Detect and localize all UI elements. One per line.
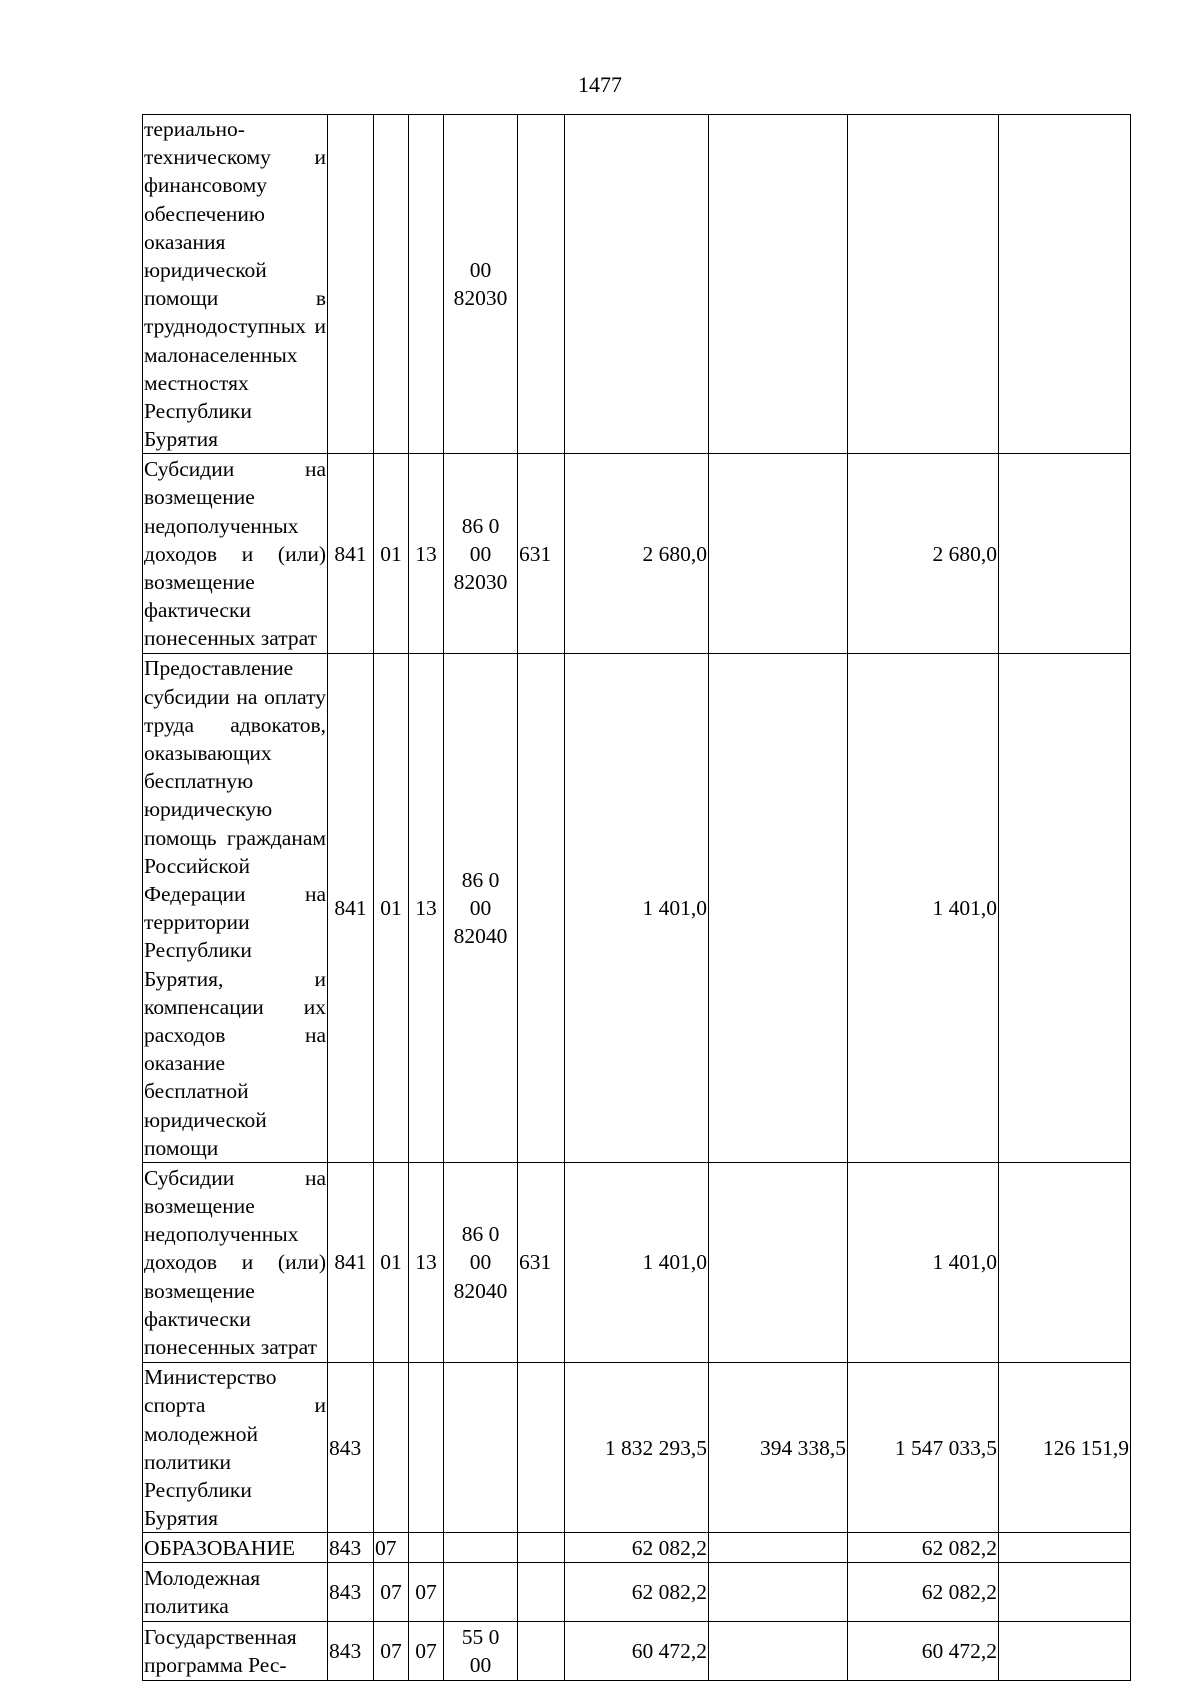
section-code: 07 — [374, 1533, 409, 1563]
amount-col-a — [709, 1563, 848, 1622]
total-amount: 60 472,2 — [565, 1622, 709, 1681]
amount-col-c — [999, 1622, 1131, 1681]
amount-col-b: 62 082,2 — [848, 1563, 999, 1622]
target-code — [444, 1622, 518, 1681]
table-row — [143, 115, 1131, 454]
amount-col-b: 1 401,0 — [848, 654, 999, 1163]
row-name: Субсидии на возмещение недополученных доходов и (или) возмещение фактически понесенных затрат — [143, 454, 328, 654]
section-code: 07 — [374, 1622, 409, 1681]
total-amount: 1 401,0 — [565, 1163, 709, 1363]
amount-col-b: 1 401,0 — [848, 1163, 999, 1363]
expense-type-code: 631 — [518, 454, 565, 654]
target-code — [444, 654, 518, 1163]
section-code — [374, 1363, 409, 1533]
total-amount: 62 082,2 — [565, 1533, 709, 1563]
target-code — [444, 1563, 518, 1622]
expense-type-code — [518, 1622, 565, 1681]
amount-col-a — [709, 654, 848, 1163]
amount-col-b: 2 680,0 — [848, 454, 999, 654]
expense-type-code — [518, 1363, 565, 1533]
target-code-line: 86 0 — [461, 513, 500, 538]
table-row — [143, 1363, 1131, 1533]
amount-col-c — [999, 1563, 1131, 1622]
amount-col-a: 394 338,5 — [709, 1363, 848, 1533]
target-code — [444, 1533, 518, 1563]
section-code: 01 — [374, 454, 409, 654]
subsection-code — [409, 1533, 444, 1563]
target-code — [444, 115, 518, 454]
amount-col-a — [709, 1163, 848, 1363]
expense-type-code — [518, 1563, 565, 1622]
amount-col-b: 1 547 033,5 — [848, 1363, 999, 1533]
amount-col-b: 60 472,2 — [848, 1622, 999, 1681]
target-code-line: 00 — [469, 1250, 492, 1275]
row-name: Молодежная политика — [143, 1563, 328, 1622]
table-row — [143, 654, 1131, 1163]
subsection-code — [409, 115, 444, 454]
page-number: 1477 — [578, 72, 622, 97]
ministry-code: 841 — [328, 454, 374, 654]
ministry-code: 841 — [328, 1163, 374, 1363]
amount-col-b — [848, 115, 999, 454]
amount-col-c — [999, 1163, 1131, 1363]
table-row — [143, 1622, 1131, 1681]
total-amount: 1 832 293,5 — [565, 1363, 709, 1533]
expense-type-code — [518, 654, 565, 1163]
expense-type-code: 631 — [518, 1163, 565, 1363]
target-code-line: 82030 — [453, 570, 508, 595]
subsection-code: 13 — [409, 1163, 444, 1363]
target-code-line: 82040 — [453, 924, 508, 949]
target-code-line: 00 — [469, 896, 492, 921]
table-row — [143, 1163, 1131, 1363]
row-name: Субсидии на возмещение недополученных доходов и (или) возмещение фактически понесенных затрат — [143, 1163, 328, 1363]
amount-col-c — [999, 654, 1131, 1163]
ministry-code: 843 — [328, 1363, 374, 1533]
target-code — [444, 1163, 518, 1363]
ministry-code: 843 — [328, 1533, 374, 1563]
table-row — [143, 454, 1131, 654]
row-name: Министерство спорта и молодежной политики Республики Бурятия — [143, 1363, 328, 1533]
table-row — [143, 1533, 1131, 1563]
total-amount: 62 082,2 — [565, 1563, 709, 1622]
total-amount: 1 401,0 — [565, 654, 709, 1163]
ministry-code: 841 — [328, 654, 374, 1163]
subsection-code: 13 — [409, 454, 444, 654]
table-row — [143, 1563, 1131, 1622]
row-name: Предоставление субсидии на оплату труда адвокатов, оказывающих бесплатную юридическую помощь гражданам Российской Федерации на территории Республики Бурятия, и компенсации их расходов на оказание бесплатной юридической помощи — [143, 654, 328, 1163]
target-code-line: 55 0 — [461, 1625, 500, 1650]
amount-col-c — [999, 454, 1131, 654]
amount-col-a — [709, 1533, 848, 1563]
target-code-line: 00 — [469, 541, 492, 566]
expense-type-code — [518, 1533, 565, 1563]
row-name: ОБРАЗОВАНИЕ — [143, 1533, 328, 1563]
target-code-line: 00 — [469, 1653, 492, 1678]
total-amount — [565, 115, 709, 454]
amount-col-c: 126 151,9 — [999, 1363, 1131, 1533]
subsection-code: 07 — [409, 1563, 444, 1622]
amount-col-a — [709, 454, 848, 654]
amount-col-c — [999, 1533, 1131, 1563]
target-code-line: 86 0 — [461, 1222, 500, 1247]
row-name: териально-техническому и финансовому обеспечению оказания юридической помощи в труднодоступных и малонаселенных местностях Республики Бурятия — [143, 115, 328, 454]
amount-col-a — [709, 1622, 848, 1681]
ministry-code: 843 — [328, 1563, 374, 1622]
total-amount: 2 680,0 — [565, 454, 709, 654]
section-code: 01 — [374, 654, 409, 1163]
amount-col-c — [999, 115, 1131, 454]
amount-col-a — [709, 115, 848, 454]
amount-col-b: 62 082,2 — [848, 1533, 999, 1563]
target-code-line: 00 — [469, 258, 492, 283]
target-code-line: 82030 — [453, 286, 508, 311]
section-code — [374, 115, 409, 454]
budget-table — [142, 114, 1131, 1681]
row-name: Государственная программа Рес- — [143, 1622, 328, 1681]
section-code: 01 — [374, 1163, 409, 1363]
target-code-line: 82040 — [453, 1278, 508, 1303]
ministry-code: 843 — [328, 1622, 374, 1681]
section-code: 07 — [374, 1563, 409, 1622]
expense-type-code — [518, 115, 565, 454]
subsection-code: 07 — [409, 1622, 444, 1681]
target-code-line: 86 0 — [461, 867, 500, 892]
subsection-code — [409, 1363, 444, 1533]
target-code — [444, 454, 518, 654]
subsection-code: 13 — [409, 654, 444, 1163]
ministry-code — [328, 115, 374, 454]
target-code — [444, 1363, 518, 1533]
